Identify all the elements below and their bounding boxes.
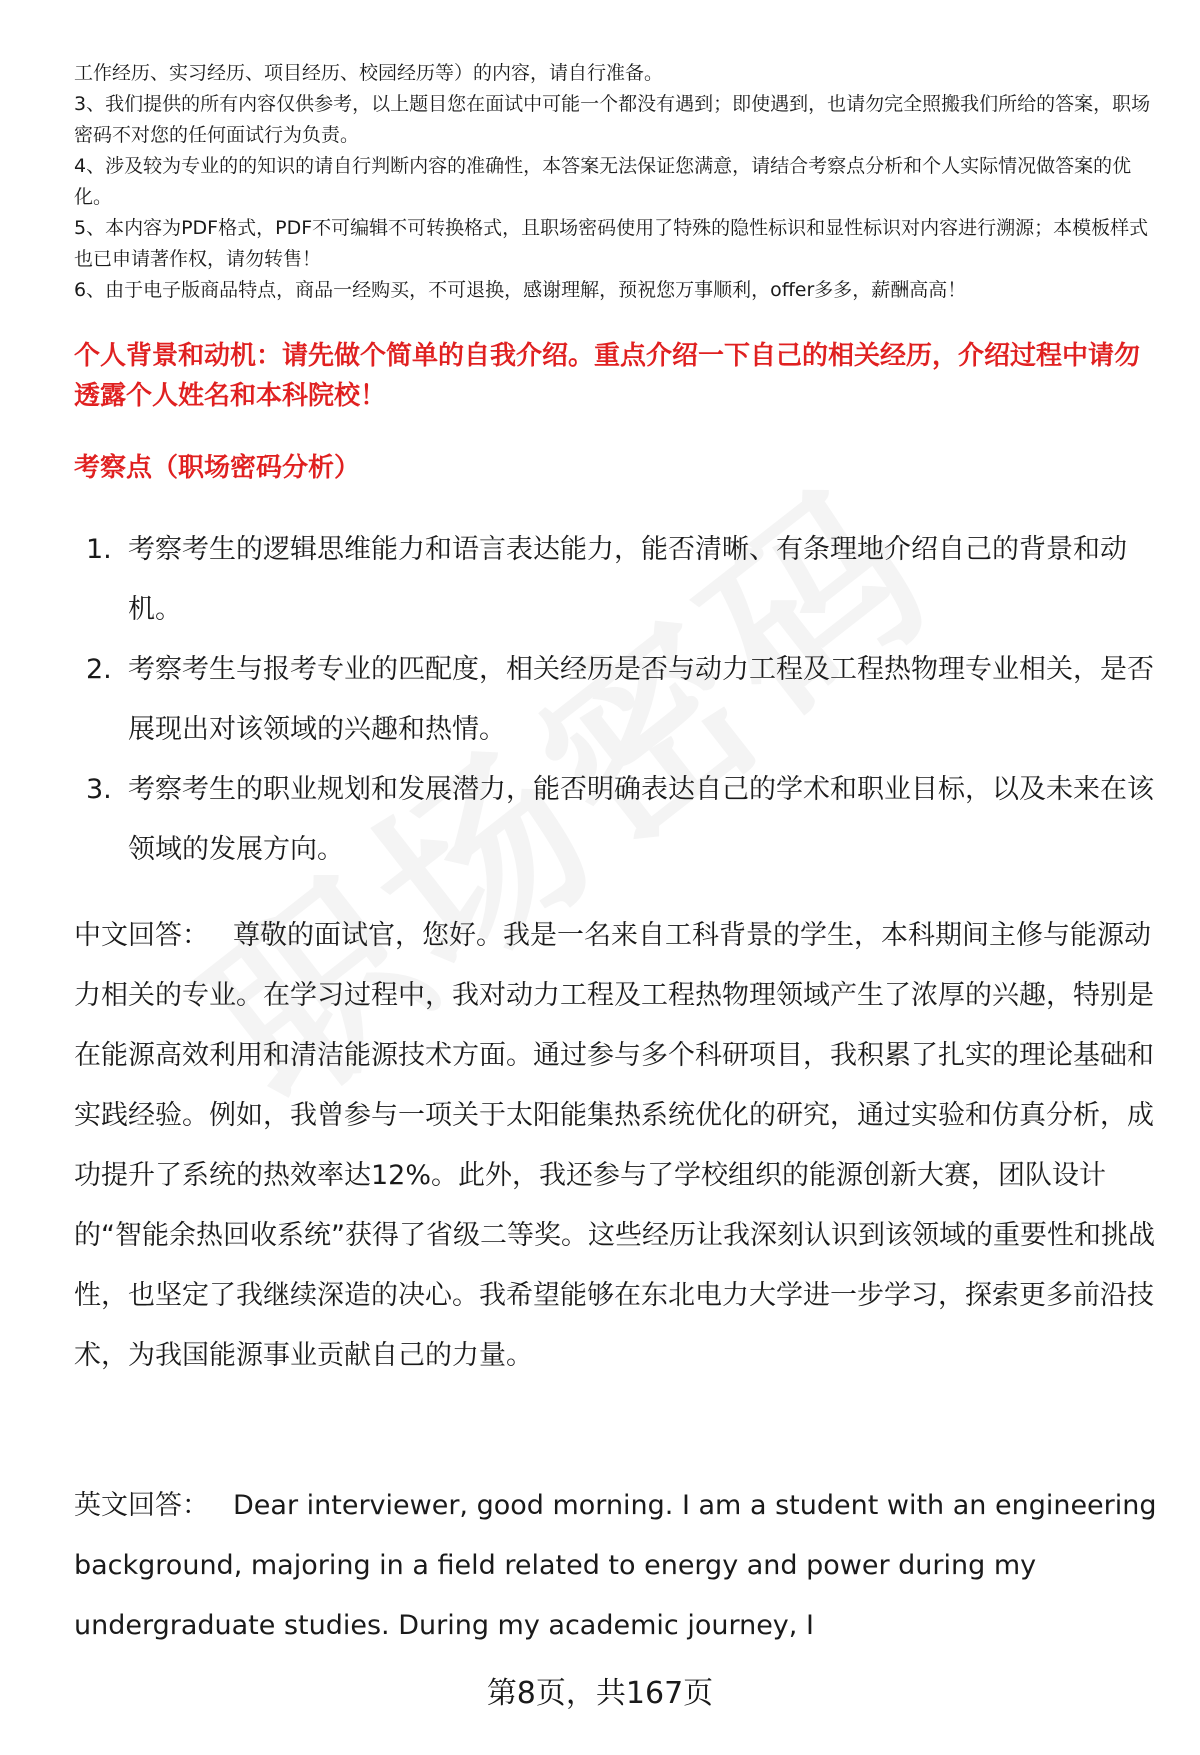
analysis-point <box>74 520 1164 640</box>
question-title: 个人背景和动机：请先做个简单的自我介绍。重点介绍一下自己的相关经历，介绍过程中请勿透露个人姓名和本科院校！ <box>74 341 1141 411</box>
point-number: 2. <box>86 654 112 685</box>
analysis-heading: 考察点（职场密码分析） <box>74 453 361 483</box>
point-text: 考察考生的逻辑思维能力和语言表达能力，能否清晰、有条理地介绍自己的背景和动机。 <box>128 534 1127 625</box>
english-answer-text: Dear interviewer, good morning. I am a student with an engineering background, majoring in a field related to energy and power during my undergraduate studies. During my academic journey, I <box>74 1490 1157 1641</box>
notice-line: 6、由于电子版商品特点，商品一经购买，不可退换，感谢理解，预祝您万事顺利，offer多多，薪酬高高！ <box>74 279 967 301</box>
chinese-answer-label: 中文回答： <box>74 920 209 951</box>
point-number: 3. <box>86 774 112 805</box>
chinese-answer-text: 尊敬的面试官，您好。我是一名来自工科背景的学生，本科期间主修与能源动力相关的专业。在学习过程中，我对动力工程及工程热物理领域产生了浓厚的兴趣，特别是在能源高效利用和清洁能源技术方面。通过参与多个科研项目，我积累了扎实的理论基础和实践经验。例如，我曾参与一项关于太阳能集热系统优化的研究，通过实验和仿真分析，成功提升了系统的热效率达12%。此外，我还参与了学校组织的能源创新大赛，团队设计的“智能余热回收系统”获得了省级二等奖。这些经历让我深刻认识到该领域的重要性和挑战性，也坚定了我继续深造的决心。我希望能够在东北电力大学进一步学习，探索更多前沿技术，为我国能源事业贡献自己的力量。 <box>74 920 1155 1371</box>
notice-line: 工作经历、实习经历、项目经历、校园经历等）的内容，请自行准备。 <box>74 62 664 84</box>
chinese-answer <box>74 906 1164 1386</box>
notice-list <box>74 58 1164 306</box>
notice-line: 3、我们提供的所有内容仅供参考，以上题目您在面试中可能一个都没有遇到；即使遇到，也请勿完全照搬我们所给的答案，职场密码不对您的任何面试行为负责。 <box>74 93 1151 146</box>
notice-line: 5、本内容为PDF格式，PDF不可编辑不可转换格式，且职场密码使用了特殊的隐性标识和显性标识对内容进行溯源；本模板样式也已申请著作权，请勿转售！ <box>74 217 1149 270</box>
point-number: 1. <box>86 534 112 565</box>
page-number: 第8页，共167页 <box>486 1676 714 1711</box>
point-text: 考察考生的职业规划和发展潜力，能否明确表达自己的学术和职业目标，以及未来在该领域的发展方向。 <box>128 774 1154 865</box>
analysis-point <box>74 640 1164 760</box>
analysis-point <box>74 760 1164 880</box>
notice-line: 4、涉及较为专业的的知识的请自行判断内容的准确性，本答案无法保证您满意，请结合考察点分析和个人实际情况做答案的优化。 <box>74 155 1132 208</box>
english-answer-label: 英文回答： <box>74 1490 209 1521</box>
english-answer <box>74 1476 1164 1656</box>
analysis-points <box>74 520 1164 880</box>
point-text: 考察考生与报考专业的匹配度，相关经历是否与动力工程及工程热物理专业相关，是否展现出对该领域的兴趣和热情。 <box>128 654 1154 745</box>
